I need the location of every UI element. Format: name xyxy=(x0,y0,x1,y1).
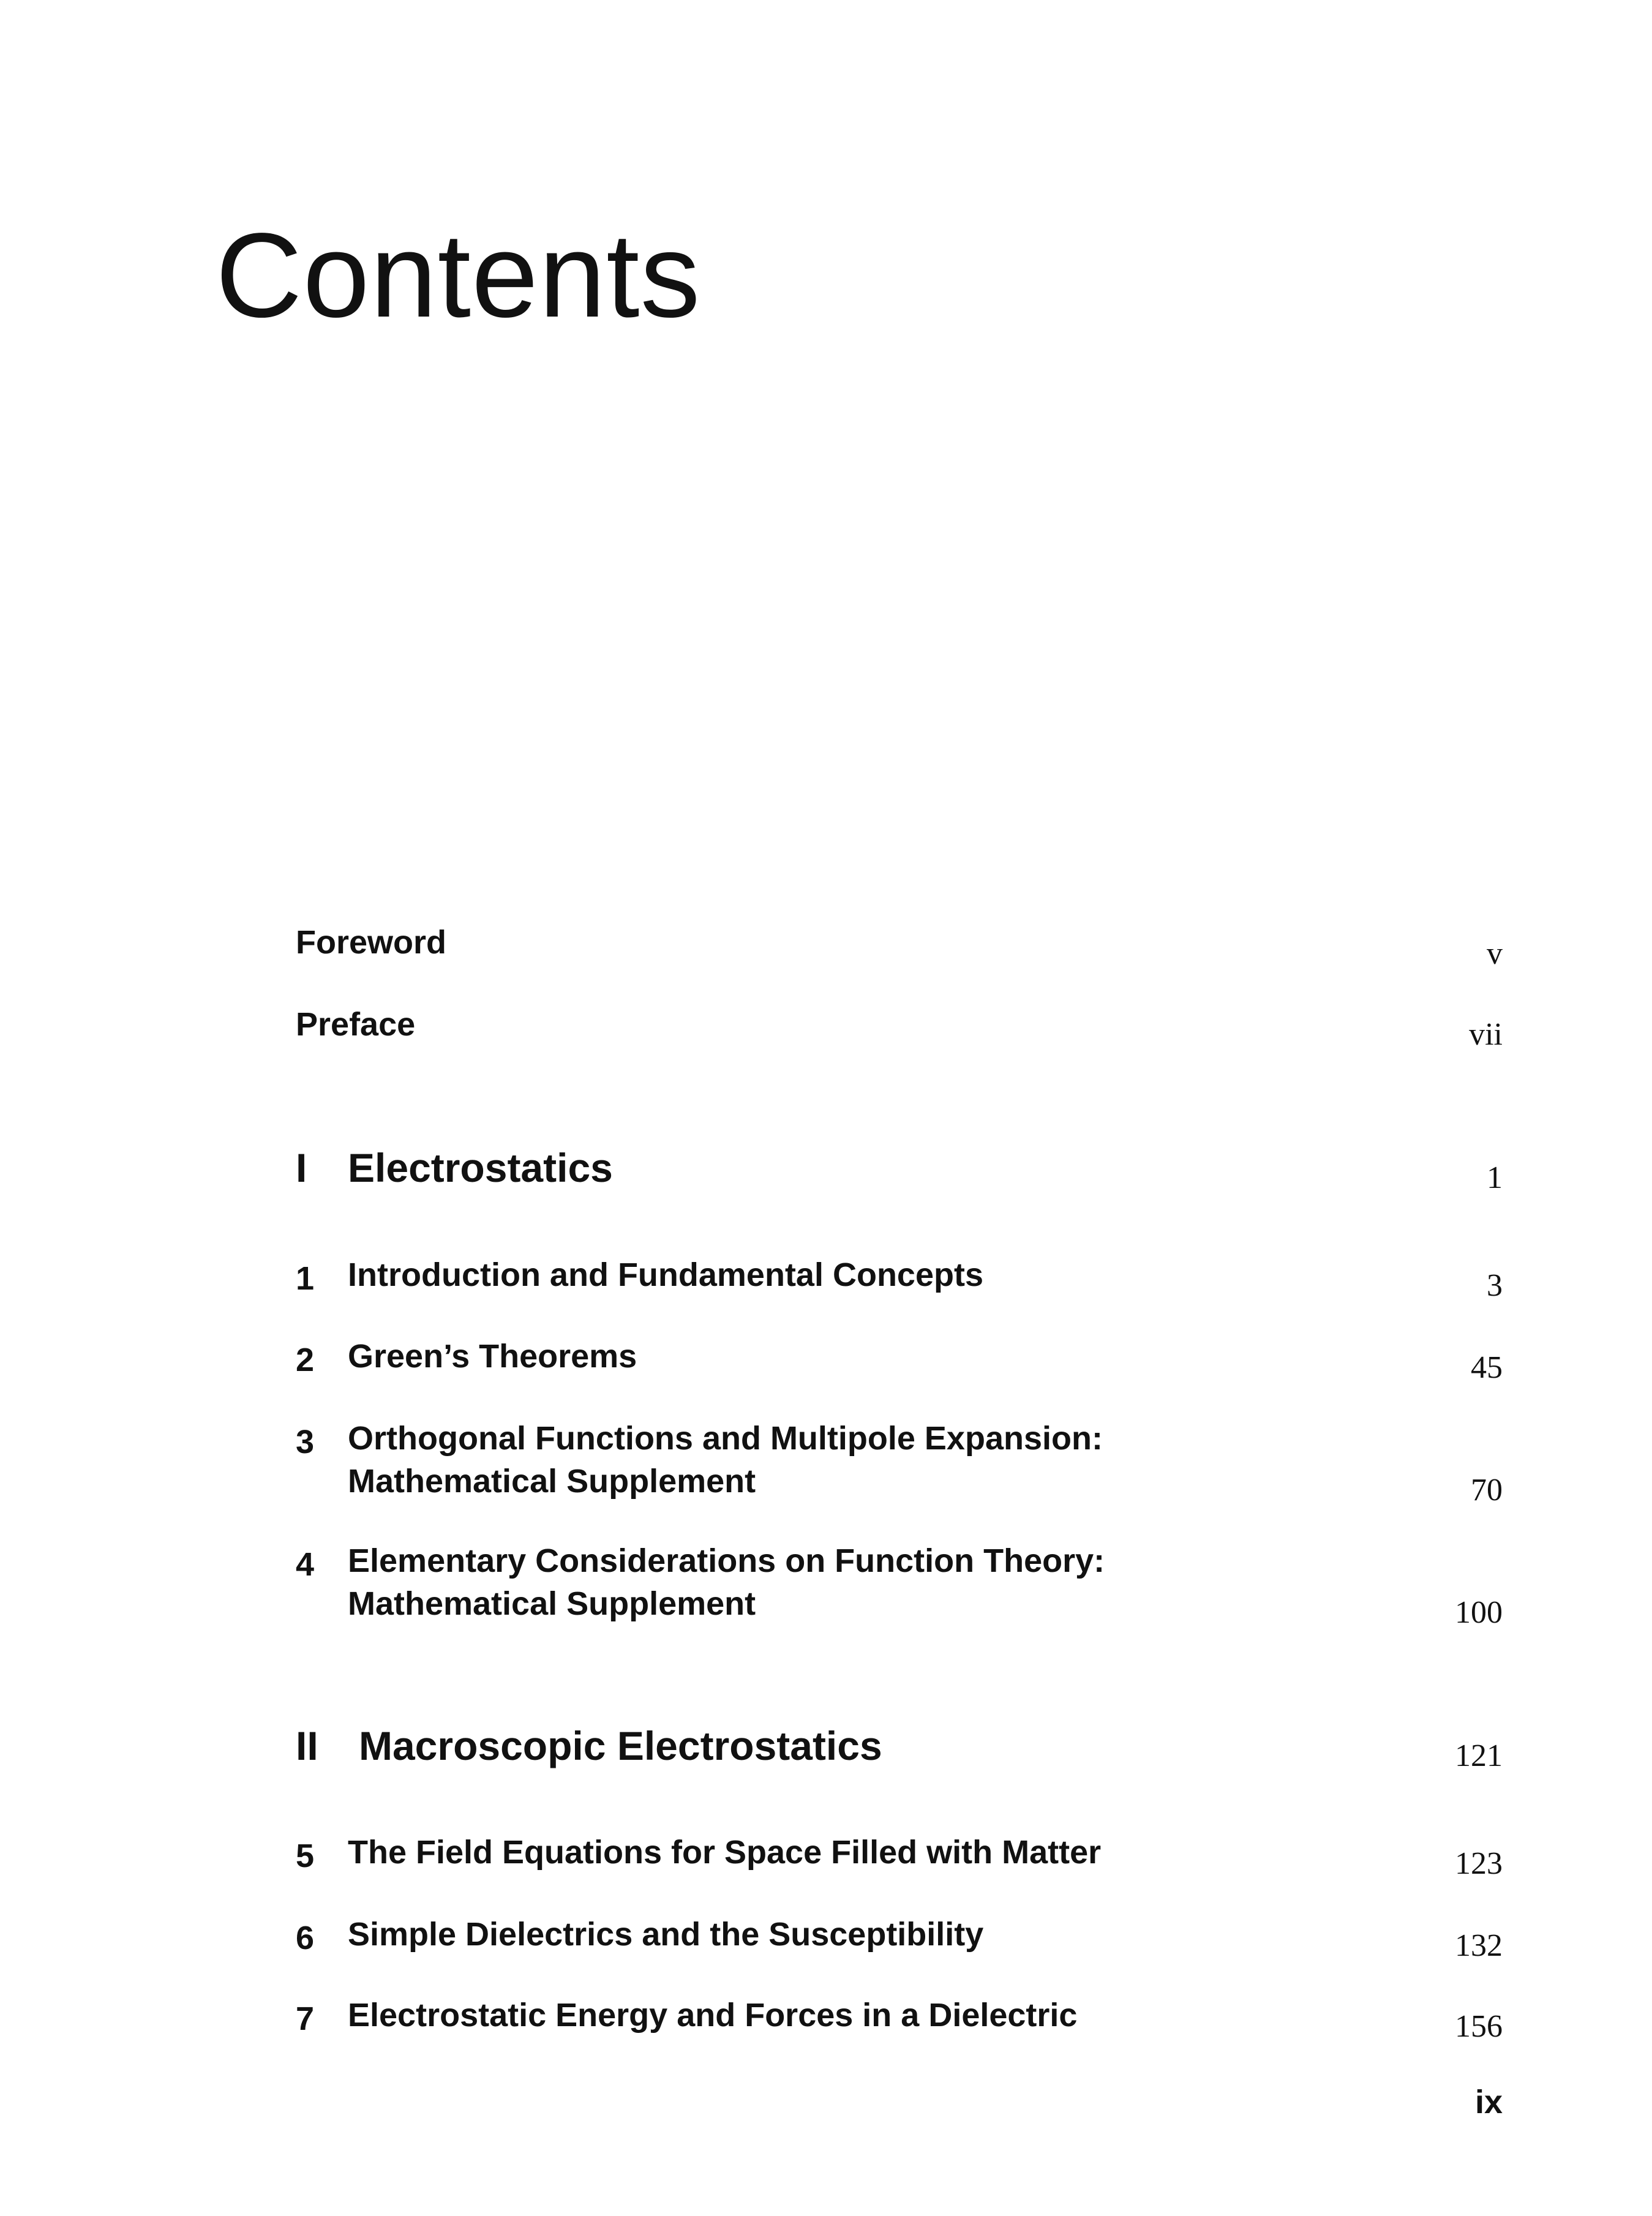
part-2-title: Macroscopic Electrostatics xyxy=(359,1723,882,1768)
chapter-4-title-line1: Elementary Considerations on Function Theory: xyxy=(348,1542,1105,1579)
chapter-6-title: Simple Dielectrics and the Susceptibility xyxy=(348,1916,984,1953)
part-1-page: 1 xyxy=(1487,1160,1503,1195)
chapter-1-title: Introduction and Fundamental Concepts xyxy=(348,1256,983,1293)
part-2-numeral: II xyxy=(296,1723,318,1768)
part-2-page: 121 xyxy=(1455,1738,1503,1773)
chapter-3-title-line1: Orthogonal Functions and Multipole Expansion: xyxy=(348,1420,1103,1457)
chapter-5-number: 5 xyxy=(296,1838,315,1874)
chapter-2-page: 45 xyxy=(1471,1350,1503,1385)
chapter-1-number: 1 xyxy=(296,1260,315,1297)
chapter-3-title-line2: Mathematical Supplement xyxy=(348,1463,756,1500)
chapter-3-page: 70 xyxy=(1471,1473,1503,1508)
part-1-numeral: I xyxy=(296,1145,307,1190)
chapter-5-title: The Field Equations for Space Filled with Matter xyxy=(348,1834,1102,1871)
chapter-2-title: Green’s Theorems xyxy=(348,1338,637,1375)
page-number: ix xyxy=(1474,2084,1503,2120)
chapter-3-number: 3 xyxy=(296,1424,315,1460)
toc-entry-foreword-page: v xyxy=(1487,936,1503,971)
chapter-4-title-line2: Mathematical Supplement xyxy=(348,1585,756,1622)
chapter-4-number: 4 xyxy=(296,1546,315,1583)
chapter-6-page: 132 xyxy=(1455,1928,1503,1963)
toc-entry-preface-page: vii xyxy=(1469,1017,1503,1052)
chapter-4-page: 100 xyxy=(1455,1595,1503,1630)
toc-entry-foreword-label: Foreword xyxy=(296,924,447,961)
chapter-1-page: 3 xyxy=(1487,1268,1503,1303)
chapter-2-number: 2 xyxy=(296,1342,315,1378)
chapter-7-number: 7 xyxy=(296,2000,315,2037)
toc-entry-preface-label: Preface xyxy=(296,1006,416,1043)
chapter-6-number: 6 xyxy=(296,1920,315,1956)
chapter-5-page: 123 xyxy=(1455,1846,1503,1881)
chapter-7-title: Electrostatic Energy and Forces in a Dielectric xyxy=(348,1997,1078,2034)
part-1-title: Electrostatics xyxy=(348,1145,613,1190)
chapter-7-page: 156 xyxy=(1455,2009,1503,2044)
page-title: Contents xyxy=(216,208,701,342)
